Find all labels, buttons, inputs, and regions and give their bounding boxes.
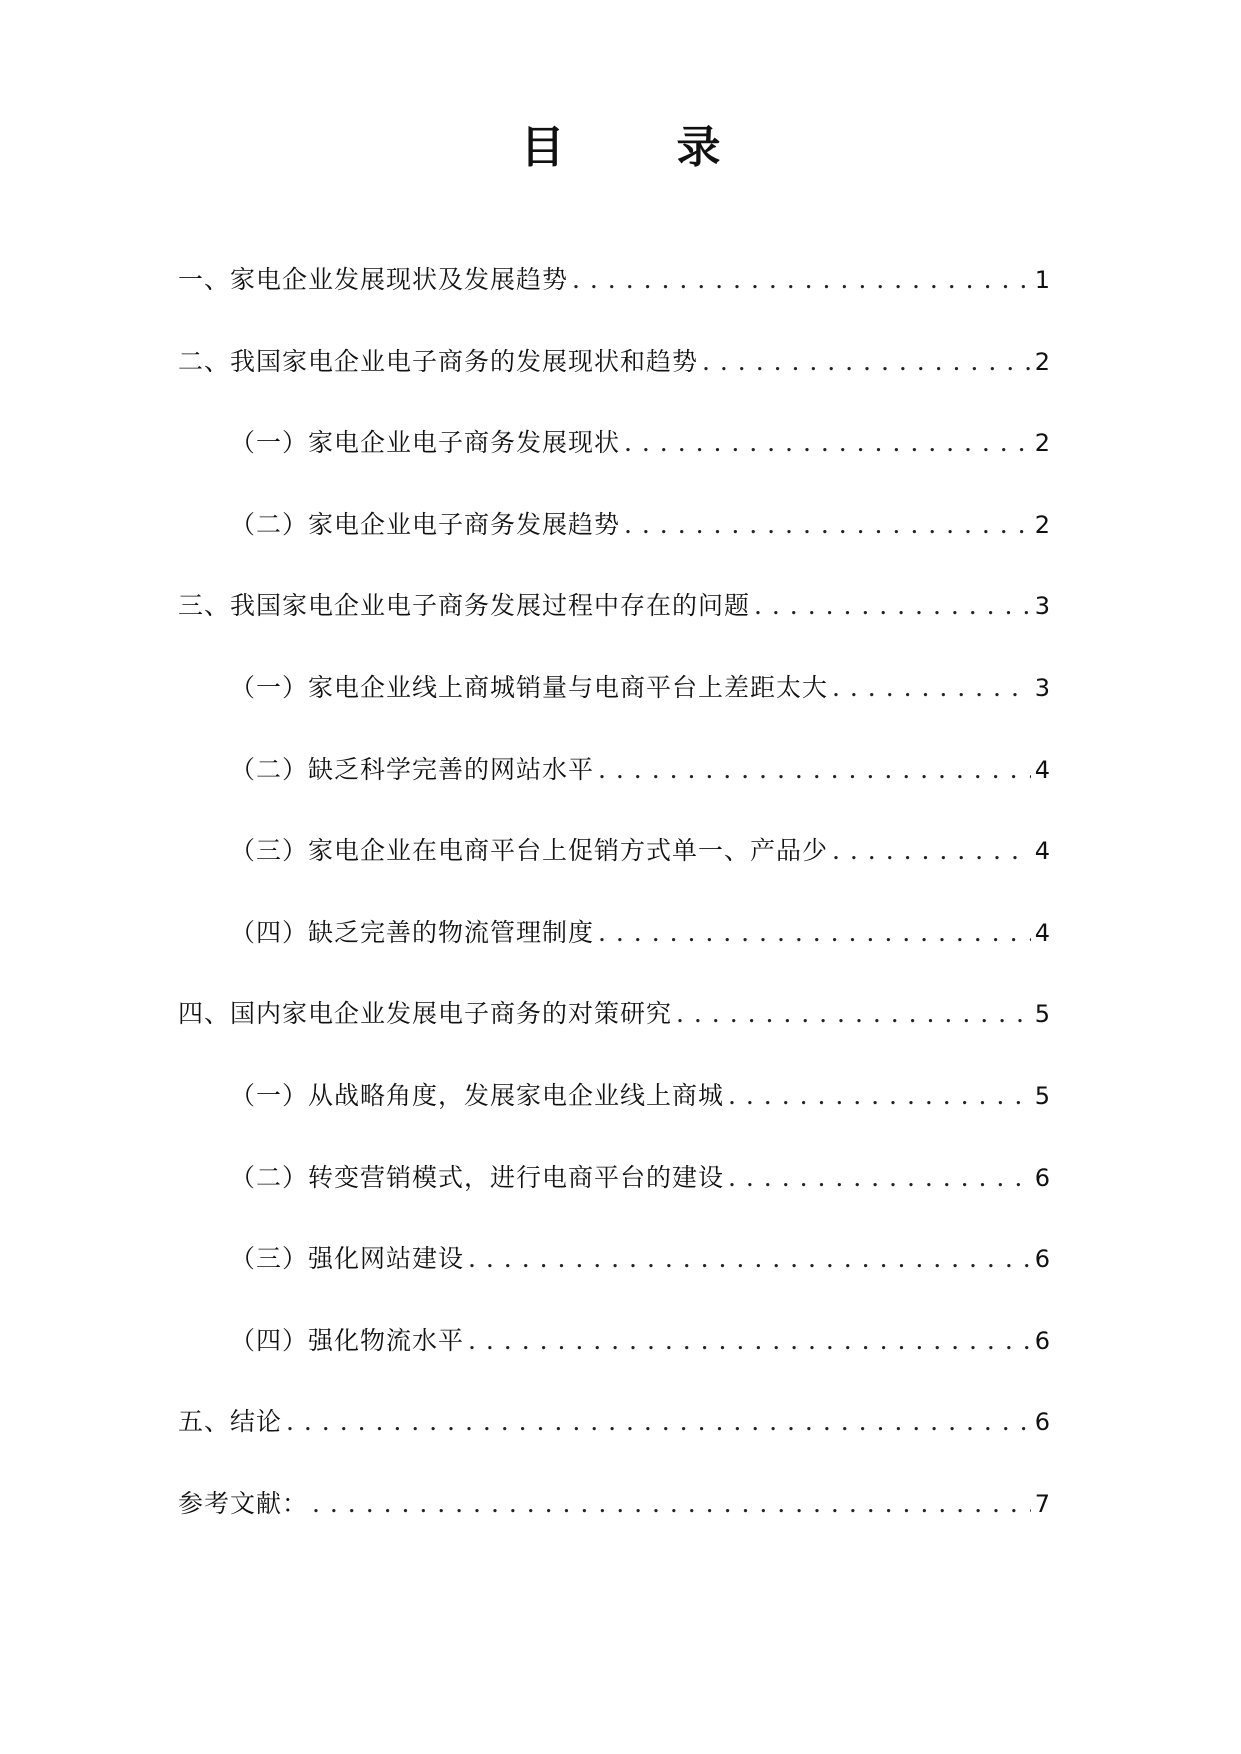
toc-dot-leader — [702, 342, 1031, 382]
toc-entry[interactable] — [178, 913, 1050, 995]
toc-dot-leader — [832, 831, 1031, 871]
toc-entry[interactable] — [178, 586, 1050, 668]
toc-page-number: 7 — [1034, 1489, 1050, 1518]
toc-dot-leader — [598, 750, 1031, 790]
toc-list — [178, 260, 1050, 1566]
toc-entry[interactable] — [178, 1076, 1050, 1158]
toc-page-number: 4 — [1034, 918, 1050, 947]
toc-entry[interactable] — [178, 260, 1050, 342]
toc-page-number: 4 — [1034, 837, 1050, 866]
toc-entry-label: （一）家电企业电子商务发展现状 — [230, 428, 621, 458]
toc-dot-leader — [468, 1321, 1031, 1361]
toc-entry-label: 参考文献： — [178, 1488, 309, 1518]
toc-dot-leader — [754, 586, 1031, 626]
toc-entry-label: 四、国内家电企业发展电子商务的对策研究 — [178, 999, 673, 1029]
toc-dot-leader — [728, 1076, 1031, 1116]
toc-dot-leader — [728, 1158, 1031, 1198]
toc-entry-label: （四）缺乏完善的物流管理制度 — [230, 917, 595, 947]
toc-entry-label: （四）强化物流水平 — [230, 1325, 465, 1355]
toc-dot-leader — [286, 1402, 1031, 1442]
toc-dot-leader — [624, 505, 1031, 545]
toc-entry[interactable] — [178, 831, 1050, 913]
toc-entry[interactable] — [178, 423, 1050, 505]
toc-title: 目 录 — [520, 122, 755, 173]
toc-entry-label: 一、家电企业发展现状及发展趋势 — [178, 265, 569, 294]
toc-entry-label: 五、结论 — [178, 1407, 283, 1437]
toc-entry[interactable] — [178, 994, 1050, 1076]
toc-entry-label: （一）从战略角度，发展家电企业线上商城 — [230, 1080, 725, 1110]
toc-page-number: 1 — [1034, 266, 1050, 294]
toc-dot-leader — [312, 1484, 1031, 1524]
toc-entry[interactable] — [178, 1239, 1050, 1321]
toc-page-number: 6 — [1034, 1163, 1050, 1192]
toc-dot-leader — [572, 260, 1031, 300]
toc-entry-label: （一）家电企业线上商城销量与电商平台上差距太大 — [230, 672, 829, 702]
toc-page-number: 2 — [1034, 429, 1050, 458]
toc-entry[interactable] — [178, 1484, 1050, 1566]
toc-entry[interactable] — [178, 668, 1050, 750]
toc-page-number: 5 — [1034, 1081, 1050, 1110]
toc-entry-label: （三）强化网站建设 — [230, 1244, 465, 1274]
toc-entry[interactable] — [178, 1158, 1050, 1240]
toc-dot-leader — [598, 913, 1031, 953]
toc-page-number: 2 — [1034, 510, 1050, 539]
toc-page-number: 6 — [1034, 1245, 1050, 1274]
toc-page-number: 3 — [1034, 592, 1050, 621]
toc-entry-label: 三、我国家电企业电子商务发展过程中存在的问题 — [178, 591, 751, 621]
toc-dot-leader — [676, 994, 1031, 1034]
toc-page-number: 6 — [1034, 1408, 1050, 1437]
toc-entry[interactable] — [178, 342, 1050, 424]
toc-dot-leader — [468, 1239, 1031, 1279]
toc-entry-label: （二）缺乏科学完善的网站水平 — [230, 754, 595, 784]
toc-page-number: 6 — [1034, 1326, 1050, 1355]
toc-entry-label: （二）转变营销模式，进行电商平台的建设 — [230, 1162, 725, 1192]
toc-entry-label: （二）家电企业电子商务发展趋势 — [230, 509, 621, 539]
toc-entry[interactable] — [178, 1321, 1050, 1403]
toc-entry-label: 二、我国家电企业电子商务的发展现状和趋势 — [178, 346, 699, 376]
toc-dot-leader — [832, 668, 1031, 708]
toc-page-number: 4 — [1034, 755, 1050, 784]
toc-dot-leader — [624, 423, 1031, 463]
toc-page-number: 2 — [1034, 347, 1050, 376]
toc-entry-label: （三）家电企业在电商平台上促销方式单一、产品少 — [230, 836, 829, 866]
toc-entry[interactable] — [178, 750, 1050, 832]
toc-entry[interactable] — [178, 1402, 1050, 1484]
toc-entry[interactable] — [178, 505, 1050, 587]
toc-page-number: 3 — [1034, 673, 1050, 702]
toc-page-number: 5 — [1034, 1000, 1050, 1029]
